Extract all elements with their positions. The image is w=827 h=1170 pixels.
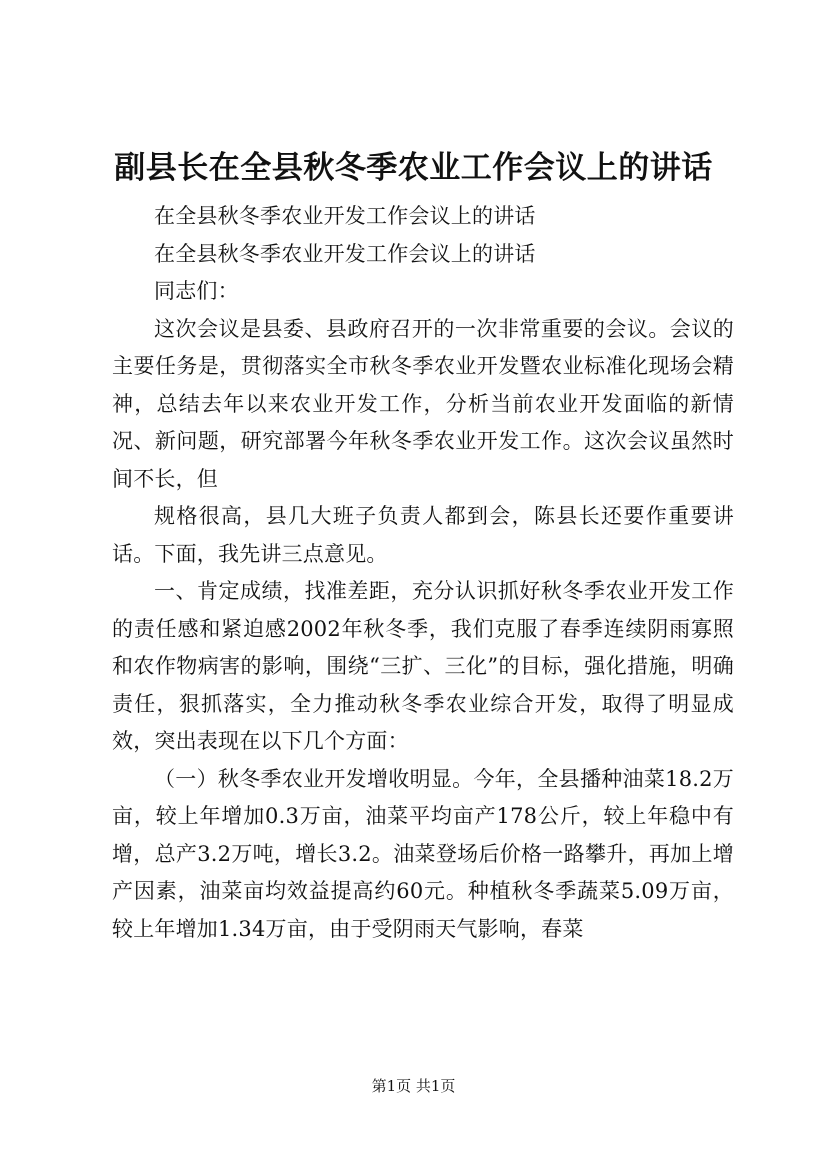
subtitle-paragraph: 在全县秋冬季农业开发工作会议上的讲话 xyxy=(154,241,536,266)
body-paragraph: 规格很高，县几大班子负责人都到会，陈县长还要作重要讲话。下面，我先讲三点意见。 xyxy=(112,504,734,566)
salutation-paragraph: 同志们： xyxy=(154,279,239,303)
document-title: 副县长在全县秋冬季农业工作会议上的讲话 xyxy=(114,150,713,186)
document-body xyxy=(112,198,734,948)
body-paragraph: （一）秋冬季农业开发增收明显。今年，全县播种油菜18.2万亩，较上年增加0.3万亩，油菜平均亩产178公斤，较上年稳中有增，总产3.2万吨，增长3.2。油菜登场后价格一路攀升，再加上增产因素，油菜亩均效益提高约60元。种植秋冬季蔬菜5.09万亩，较上年增加1.34万亩，由于受阴雨天气影响，春菜 xyxy=(112,766,734,941)
body-paragraph: 一、肯定成绩，找准差距，充分认识抓好秋冬季农业开发工作的责任感和紧迫感2002年秋冬季，我们克服了春季连续阴雨寡照和农作物病害的影响，围绕“三扩、三化”的目标，强化措施，明确责任，狠抓落实，全力推动秋冬季农业综合开发，取得了明显成效，突出表现在以下几个方面： xyxy=(112,579,734,753)
subtitle-paragraph: 在全县秋冬季农业开发工作会议上的讲话 xyxy=(154,204,536,228)
page-footer: 第1页 共1页 xyxy=(371,1077,456,1095)
body-paragraph: 这次会议是县委、县政府召开的一次非常重要的会议。会议的主要任务是，贯彻落实全市秋冬季农业开发暨农业标准化现场会精神，总结去年以来农业开发工作，分析当前农业开发面临的新情况、新问题，研究部署今年秋冬季农业开发工作。这次会议虽然时间不长，但 xyxy=(112,316,734,491)
